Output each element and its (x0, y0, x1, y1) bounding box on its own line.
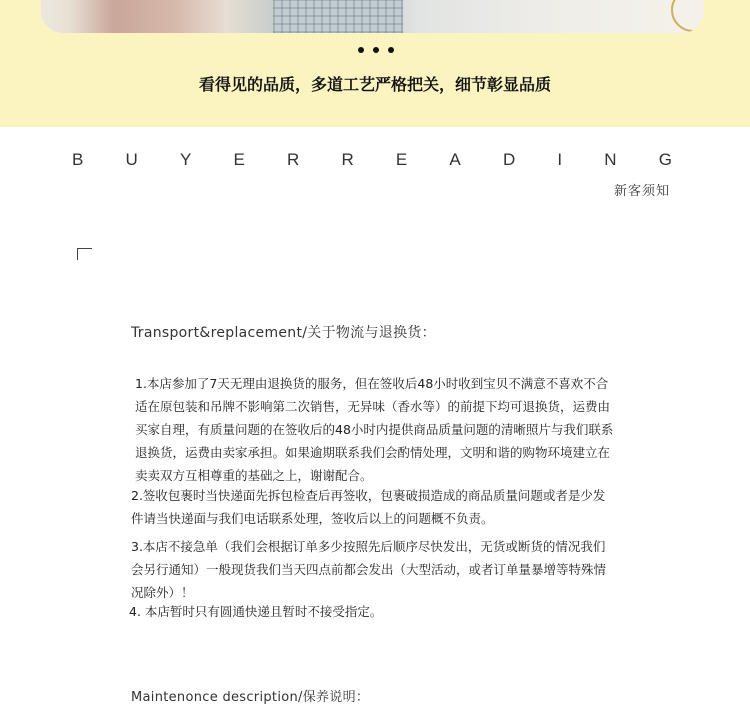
new-customer-notice-label: 新客须知 (613, 184, 670, 199)
quality-tagline: 看得见的品质，多道工艺严格把关，细节彰显品质 (198, 75, 551, 94)
heading-letter: U (125, 150, 138, 169)
plaid-fabric-image (273, 0, 403, 33)
carousel-dot (388, 47, 394, 53)
carousel-dots (358, 47, 394, 55)
heading-letter: R (341, 150, 354, 169)
heading-letter: G (658, 150, 672, 169)
transport-notice-1: 1.本店参加了7天无理由退换货的服务，但在签收后48小时收到宝贝不满意不喜欢不合适在原包装和吊牌不影响第二次销售，无异味（香水等）的前提下均可退换货，运费由买家自理，有质量问题的在签收后的48小时内提供商品质量问题的清晰照片与我们联系退换货，运费由卖家承担。如果逾期联系我们会酌情处理，文明和谐的购物环境建立在卖卖双方互相尊重的基础之上，谢谢配合。 (135, 376, 614, 483)
carousel-dot (358, 47, 364, 53)
product-photo-strip (41, 0, 704, 33)
heading-letter: R (287, 150, 300, 169)
transport-notice-3: 3.本店不接急单（我们会根据订单多少按照先后顺序尽快发出，无货或断货的情况我们会另行通知）一般现货我们当天四点前都会发出（大型活动，或者订单量暴增等特殊情况除外）！ (131, 539, 607, 600)
carousel-dot (373, 47, 379, 53)
buyer-reading-heading (72, 150, 672, 172)
transport-section-title: Transport&replacement/关于物流与退换货： (131, 325, 436, 341)
gold-ring-decoration (671, 0, 704, 32)
maintenance-section-title: Maintenonce description/保养说明： (131, 690, 370, 705)
heading-letter: D (502, 150, 516, 169)
transport-notice-2: 2.签收包裹时当快递面先拆包检查后再签收，包裹破损造成的商品质量问题或者是少发件请当快递面与我们电话联系处理，签收后以上的问题概不负责。 (131, 488, 606, 526)
heading-letter: E (395, 150, 408, 169)
heading-letter: N (604, 150, 617, 169)
heading-letter: E (233, 150, 245, 169)
transport-notice-4: 4. 本店暂时只有圆通快递且暂时不接受指定。 (129, 604, 383, 619)
heading-letter: Y (179, 150, 192, 169)
heading-letter: B (72, 150, 84, 169)
corner-bracket-icon (77, 248, 92, 260)
heading-letter: I (557, 150, 563, 169)
heading-letter: A (449, 150, 461, 169)
